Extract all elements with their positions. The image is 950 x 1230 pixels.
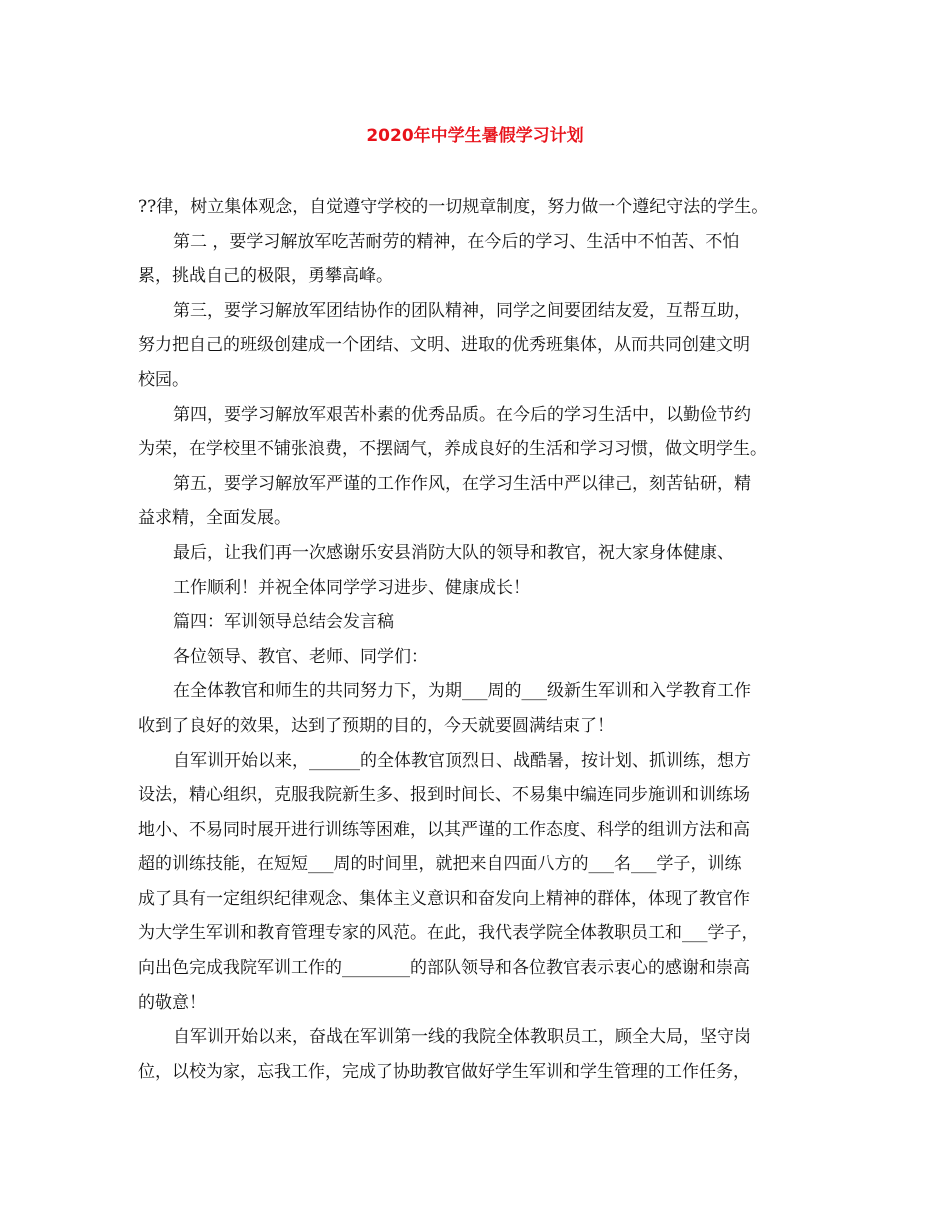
section-heading: 篇四：军训领导总结会发言稿 xyxy=(173,612,394,633)
text-line: 地小、不易同时展开进行训练等困难，以其严谨的工作态度、科学的组训方法和高 xyxy=(138,819,750,840)
text-line: 第五，要学习解放军严谨的工作作风，在学习生活中严以律己，刻苦钻研，精 xyxy=(173,473,751,494)
text-line: 成了具有一定组织纪律观念、集体主义意识和奋发向上精神的群体，体现了教官作 xyxy=(138,888,750,909)
text-line: 为大学生军训和教育管理专家的风范。在此，我代表学院全体教职员工和___学子， xyxy=(138,923,759,944)
text-line: 最后，让我们再一次感谢乐安县消防大队的领导和教官，祝大家身体健康、 xyxy=(173,542,734,563)
text-line: ??律，树立集体观念，自觉遵守学校的一切规章制度，努力做一个遵纪守法的学生。 xyxy=(138,197,769,217)
text-line: 第三，要学习解放军团结协作的团队精神，同学之间要团结友爱，互帮互助， xyxy=(173,300,751,321)
text-line: 在全体教官和师生的共同努力下，为期___周的___级新生军训和入学教育工作 xyxy=(173,681,751,702)
text-line: 工作顺利！并祝全体同学学习进步、健康成长！ xyxy=(173,577,530,598)
text-line: 努力把自己的班级创建成一个团结、文明、进取的优秀班集体，从而共同创建文明 xyxy=(138,335,750,356)
text-line: 位，以校为家，忘我工作，完成了协助教官做好学生军训和学生管理的工作任务， xyxy=(138,1061,750,1082)
text-line: 超的训练技能，在短短___周的时间里，就把来自四面八方的___名___学子，训练 xyxy=(138,854,742,875)
text-line: 自军训开始以来，奋战在军训第一线的我院全体教职员工，顾全大局，坚守岗 xyxy=(173,1027,751,1048)
text-line: 为荣，在学校里不铺张浪费，不摆阔气，养成良好的生活和学习习惯，做文明学生。 xyxy=(138,439,767,460)
text-line: 向出色完成我院军训工作的________的部队领导和各位教官表示衷心的感谢和崇高 xyxy=(138,958,750,979)
text-line: 的敬意！ xyxy=(138,992,206,1013)
text-line: 收到了良好的效果，达到了预期的目的，今天就要圆满结束了！ xyxy=(138,715,614,736)
text-line: 设法，精心组织，克服我院新生多、报到时间长、不易集中编连同步施训和训练场 xyxy=(138,785,750,806)
text-line: 第二 ，要学习解放军吃苦耐劳的精神，在今后的学习、生活中不怕苦、不怕 xyxy=(173,231,740,252)
text-line: 校园。 xyxy=(138,369,189,390)
text-line: 第四，要学习解放军艰苦朴素的优秀品质。在今后的学习生活中，以勤俭节约 xyxy=(173,404,751,425)
text-line: 自军训开始以来，______的全体教官顶烈日、战酷暑，按计划、抓训练，想方 xyxy=(173,750,751,771)
document-body xyxy=(138,190,838,1089)
salutation: 各位领导、教官、老师、同学们： xyxy=(173,646,428,667)
text-line: 累，挑战自己的极限，勇攀高峰。 xyxy=(138,266,393,287)
text-line: 益求精，全面发展。 xyxy=(138,508,291,529)
document-title: 2020年中学生暑假学习计划 xyxy=(366,126,584,146)
